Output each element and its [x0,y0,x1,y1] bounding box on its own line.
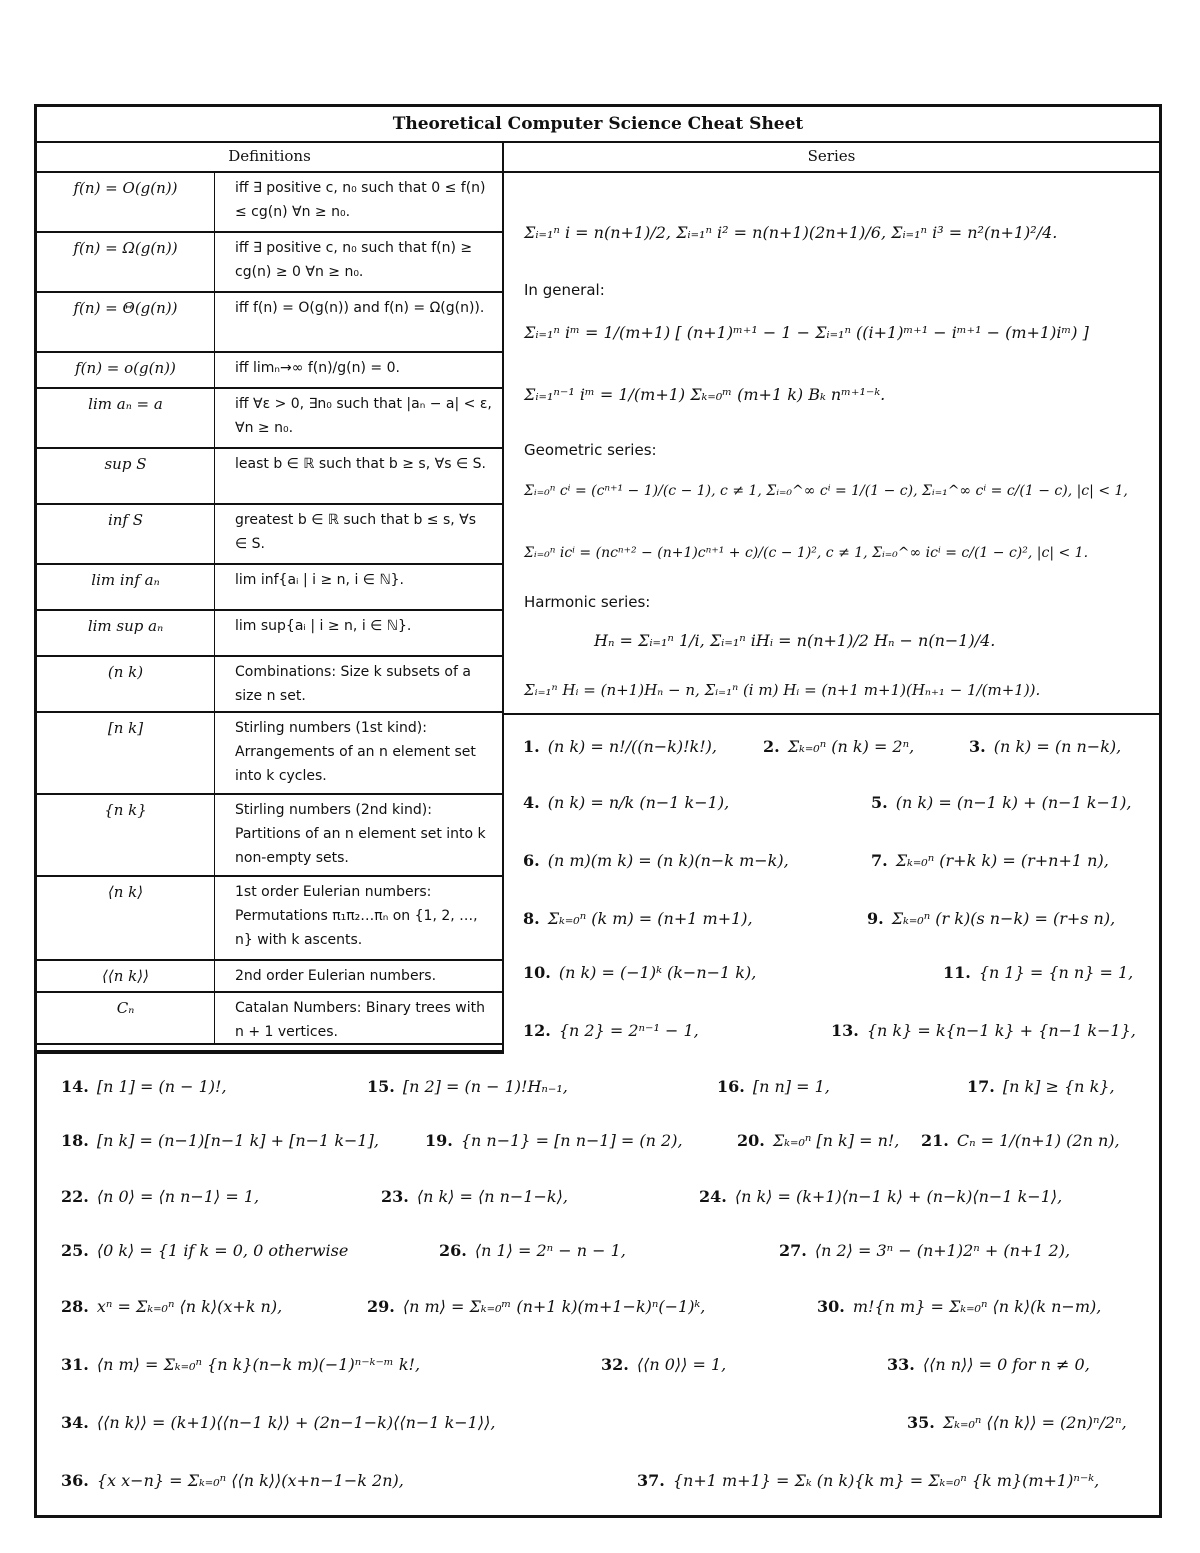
identity-number: 22. [61,1187,89,1206]
definition-term: lim sup aₙ [37,611,215,655]
identity-expression: {n n−1} = [n n−1] = (n 2), [460,1131,683,1150]
identity-22 [61,1187,259,1206]
identity-expression: xⁿ = Σₖ₌₀ⁿ ⟨n k⟩(x+k n), [96,1297,283,1316]
identity-29 [367,1297,705,1316]
identity-number: 14. [61,1077,89,1096]
identity-expression: [n k] = (n−1)[n−1 k] + [n−1 k−1], [96,1131,379,1150]
identity-number: 15. [367,1077,395,1096]
identity-6 [523,851,789,870]
definition-row [37,713,502,795]
identity-26 [439,1241,626,1260]
identity-expression: ⟨0 k⟩ = {1 if k = 0, 0 otherwise [96,1241,349,1260]
definition-term: [n k] [37,713,215,793]
definition-row [37,795,502,877]
definition-row [37,173,502,233]
definitions-panel [37,141,504,1053]
identity-number: 28. [61,1297,89,1316]
definition-term: sup S [37,449,215,503]
definition-row [37,993,502,1045]
series-geometric-2: Σᵢ₌₀ⁿ icⁱ = (ncⁿ⁺² − (n+1)cⁿ⁺¹ + c)/(c − 1)², c ≠ 1, Σᵢ₌₀^∞ icⁱ = c/(1 − c)², |c| < 1. [524,545,1089,561]
definition-row [37,565,502,611]
identity-expression: [n 2] = (n − 1)!Hₙ₋₁, [402,1077,568,1096]
definition-row [37,353,502,389]
identity-30 [817,1297,1101,1316]
page-title: Theoretical Computer Science Cheat Sheet [37,107,1159,143]
identity-expression: Cₙ = 1/(n+1) (2n n), [956,1131,1120,1150]
definition-term: Cₙ [37,993,215,1043]
identity-number: 23. [381,1187,409,1206]
identity-35 [907,1413,1127,1432]
series-general-formula-1: Σᵢ₌₁ⁿ iᵐ = 1/(m+1) [ (n+1)ᵐ⁺¹ − 1 − Σᵢ₌₁ⁿ ((i+1)ᵐ⁺¹ − iᵐ⁺¹ − (m+1)iᵐ) ] [524,323,1089,342]
identity-23 [381,1187,568,1206]
identity-27 [779,1241,1070,1260]
definition-term: ⟨n k⟩ [37,877,215,959]
identity-expression: {n 1} = {n n} = 1, [978,963,1134,982]
identity-33 [887,1355,1090,1374]
identity-number: 33. [887,1355,915,1374]
identity-expression: Σₖ₌₀ⁿ (k m) = (n+1 m+1), [547,909,753,928]
identity-expression: (n k) = n!/((n−k)!k!), [547,737,717,756]
identity-number: 5. [871,793,888,812]
definition-text: least b ∈ ℝ such that b ≥ s, ∀s ∈ S. [235,456,486,472]
definition-row [37,449,502,505]
identity-8 [523,909,753,928]
identity-expression: m!{n m} = Σₖ₌₀ⁿ ⟨n k⟩(k n−m), [852,1297,1102,1316]
identity-number: 8. [523,909,540,928]
series-sums-line: Σᵢ₌₁ⁿ i = n(n+1)/2, Σᵢ₌₁ⁿ i² = n(n+1)(2n+1)/6, Σᵢ₌₁ⁿ i³ = n²(n+1)²/4. [524,223,1058,242]
series-geometric-label: Geometric series: [524,441,657,459]
identity-expression: ⟨n m⟩ = Σₖ₌₀ⁿ {n k}(n−k m)(−1)ⁿ⁻ᵏ⁻ᵐ k!, [96,1355,421,1374]
identity-number: 3. [969,737,986,756]
identity-9 [867,909,1115,928]
identity-number: 11. [943,963,971,982]
definition-row [37,389,502,449]
identity-31 [61,1355,420,1374]
identity-number: 35. [907,1413,935,1432]
identity-expression: ⟨⟨n k⟩⟩ = (k+1)⟨⟨n−1 k⟩⟩ + (2n−1−k)⟨⟨n−1 k−1⟩⟩, [96,1413,496,1432]
definitions-heading: Definitions [37,141,502,173]
definition-term: (n k) [37,657,215,711]
identity-number: 19. [425,1131,453,1150]
identity-5 [871,793,1131,812]
identity-number: 37. [637,1471,665,1490]
identity-expression: [n n] = 1, [752,1077,830,1096]
definition-text: lim inf{aᵢ | i ≥ n, i ∈ ℕ}. [235,572,405,588]
definition-term: f(n) = O(g(n)) [37,173,215,231]
definition-text: Stirling numbers (2nd kind): Partitions of an n element set into k non-empty sets. [235,802,486,866]
identity-expression: {n+1 m+1} = Σₖ (n k){k m} = Σₖ₌₀ⁿ {k m}(m+1)ⁿ⁻ᵏ, [672,1471,1100,1490]
identity-32 [601,1355,726,1374]
identity-number: 27. [779,1241,807,1260]
cheat-sheet [34,104,1162,1518]
definition-text: iff ∃ positive c, n₀ such that f(n) ≥ cg(n) ≥ 0 ∀n ≥ n₀. [235,240,473,280]
definition-row [37,293,502,353]
definition-term: f(n) = o(g(n)) [37,353,215,387]
definition-text: iff ∀ε > 0, ∃n₀ such that |aₙ − a| < ε, ∀n ≥ n₀. [235,396,492,436]
identity-number: 21. [921,1131,949,1150]
identity-expression: (n k) = (n n−k), [993,737,1122,756]
series-harmonic-2: Σᵢ₌₁ⁿ Hᵢ = (n+1)Hₙ − n, Σᵢ₌₁ⁿ (i m) Hᵢ = (n+1 m+1)(Hₙ₊₁ − 1/(m+1)). [524,681,1041,699]
identity-expression: ⟨⟨n n⟩⟩ = 0 for n ≠ 0, [922,1355,1090,1374]
identity-number: 10. [523,963,551,982]
identity-number: 31. [61,1355,89,1374]
definition-text: lim sup{aᵢ | i ≥ n, i ∈ ℕ}. [235,618,412,634]
identity-17 [967,1077,1115,1096]
identity-12 [523,1021,699,1040]
identity-number: 20. [737,1131,765,1150]
identity-number: 4. [523,793,540,812]
identity-number: 32. [601,1355,629,1374]
identity-expression: (n k) = (n−1 k) + (n−1 k−1), [895,793,1132,812]
identity-expression: ⟨n k⟩ = ⟨n n−1−k⟩, [416,1187,568,1206]
identity-34 [61,1413,495,1432]
definition-text: iff f(n) = O(g(n)) and f(n) = Ω(g(n)). [235,300,485,316]
identity-number: 17. [967,1077,995,1096]
identity-28 [61,1297,282,1316]
identity-number: 30. [817,1297,845,1316]
identity-expression: Σₖ₌₀ⁿ ⟨⟨n k⟩⟩ = (2n)ⁿ/2ⁿ, [942,1413,1127,1432]
definition-term: lim inf aₙ [37,565,215,609]
identity-number: 1. [523,737,540,756]
identities-divider [37,1051,504,1054]
identity-21 [921,1131,1120,1150]
definition-term: inf S [37,505,215,563]
identity-18 [61,1131,379,1150]
identity-3 [969,737,1121,756]
identity-expression: [n k] ≥ {n k}, [1002,1077,1115,1096]
identity-number: 34. [61,1413,89,1432]
identity-7 [871,851,1109,870]
identity-number: 29. [367,1297,395,1316]
definition-text: iff ∃ positive c, n₀ such that 0 ≤ f(n) ≤ cg(n) ∀n ≥ n₀. [235,180,486,220]
identity-number: 13. [831,1021,859,1040]
identity-11 [943,963,1133,982]
identity-expression: ⟨n m⟩ = Σₖ₌₀ᵐ (n+1 k)(m+1−k)ⁿ(−1)ᵏ, [402,1297,706,1316]
series-harmonic-1: Hₙ = Σᵢ₌₁ⁿ 1/i, Σᵢ₌₁ⁿ iHᵢ = n(n+1)/2 Hₙ − n(n−1)/4. [594,631,996,650]
identity-number: 7. [871,851,888,870]
identity-expression: Σₖ₌₀ⁿ (r+k k) = (r+n+1 n), [895,851,1109,870]
identity-4 [523,793,729,812]
definition-row [37,505,502,565]
identity-expression: ⟨n 0⟩ = ⟨n n−1⟩ = 1, [96,1187,260,1206]
identity-expression: Σₖ₌₀ⁿ (r k)(s n−k) = (r+s n), [891,909,1116,928]
identity-number: 9. [867,909,884,928]
identity-19 [425,1131,683,1150]
series-general-label: In general: [524,281,605,299]
identity-37 [637,1471,1099,1490]
series-heading: Series [504,141,1159,173]
identity-expression: Σₖ₌₀ⁿ (n k) = 2ⁿ, [787,737,915,756]
identity-13 [831,1021,1136,1040]
definition-text: Stirling numbers (1st kind): Arrangements of an n element set into k cycles. [235,720,476,784]
identity-expression: Σₖ₌₀ⁿ [n k] = n!, [772,1131,900,1150]
identity-20 [737,1131,899,1150]
identity-expression: (n k) = (−1)ᵏ (k−n−1 k), [558,963,757,982]
identity-expression: [n 1] = (n − 1)!, [96,1077,227,1096]
identity-number: 26. [439,1241,467,1260]
definition-term: {n k} [37,795,215,875]
series-geometric-1: Σᵢ₌₀ⁿ cⁱ = (cⁿ⁺¹ − 1)/(c − 1), c ≠ 1, Σᵢ₌₀^∞ cⁱ = 1/(1 − c), Σᵢ₌₁^∞ cⁱ = c/(1 − c), |c| < 1, [524,483,1128,499]
identity-expression: {x x−n} = Σₖ₌₀ⁿ ⟨⟨n k⟩⟩(x+n−1−k 2n), [96,1471,404,1490]
identity-expression: (n m)(m k) = (n k)(n−k m−k), [547,851,789,870]
identity-expression: {n k} = k{n−1 k} + {n−1 k−1}, [866,1021,1136,1040]
definition-text: 1st order Eulerian numbers: Permutations π₁π₂…πₙ on {1, 2, …, n} with k ascents. [235,884,478,948]
definition-row [37,877,502,961]
identity-14 [61,1077,227,1096]
definition-text: greatest b ∈ ℝ such that b ≤ s, ∀s ∈ S. [235,512,477,552]
definition-text: Catalan Numbers: Binary trees with n + 1 vertices. [235,1000,485,1040]
identity-1 [523,737,717,756]
definition-term: f(n) = Ω(g(n)) [37,233,215,291]
definition-row [37,233,502,293]
identity-number: 2. [763,737,780,756]
identity-expression: ⟨n 1⟩ = 2ⁿ − n − 1, [474,1241,626,1260]
identity-expression: ⟨n 2⟩ = 3ⁿ − (n+1)2ⁿ + (n+1 2), [814,1241,1071,1260]
identity-10 [523,963,756,982]
definition-row [37,961,502,993]
identity-number: 12. [523,1021,551,1040]
series-general-formula-2: Σᵢ₌₁ⁿ⁻¹ iᵐ = 1/(m+1) Σₖ₌₀ᵐ (m+1 k) Bₖ nᵐ⁺¹⁻ᵏ. [524,385,886,404]
identity-number: 18. [61,1131,89,1150]
definition-text: Combinations: Size k subsets of a size n set. [235,664,471,704]
identity-expression: ⟨⟨n 0⟩⟩ = 1, [636,1355,727,1374]
identity-expression: {n 2} = 2ⁿ⁻¹ − 1, [558,1021,699,1040]
definition-term: f(n) = Θ(g(n)) [37,293,215,351]
identity-number: 25. [61,1241,89,1260]
identity-number: 16. [717,1077,745,1096]
definition-text: iff limₙ→∞ f(n)/g(n) = 0. [235,360,400,376]
identity-number: 36. [61,1471,89,1490]
identity-25 [61,1241,348,1260]
definition-text: 2nd order Eulerian numbers. [235,968,437,984]
definition-term: ⟨⟨n k⟩⟩ [37,961,215,991]
identity-number: 24. [699,1187,727,1206]
definition-row [37,657,502,713]
identity-16 [717,1077,830,1096]
series-panel [504,141,1159,715]
identity-number: 6. [523,851,540,870]
definition-row [37,611,502,657]
identity-expression: (n k) = n/k (n−1 k−1), [547,793,730,812]
identity-2 [763,737,914,756]
definition-term: lim aₙ = a [37,389,215,447]
identity-15 [367,1077,568,1096]
series-harmonic-label: Harmonic series: [524,593,651,611]
identity-36 [61,1471,404,1490]
identity-expression: ⟨n k⟩ = (k+1)⟨n−1 k⟩ + (n−k)⟨n−1 k−1⟩, [734,1187,1063,1206]
identity-24 [699,1187,1062,1206]
